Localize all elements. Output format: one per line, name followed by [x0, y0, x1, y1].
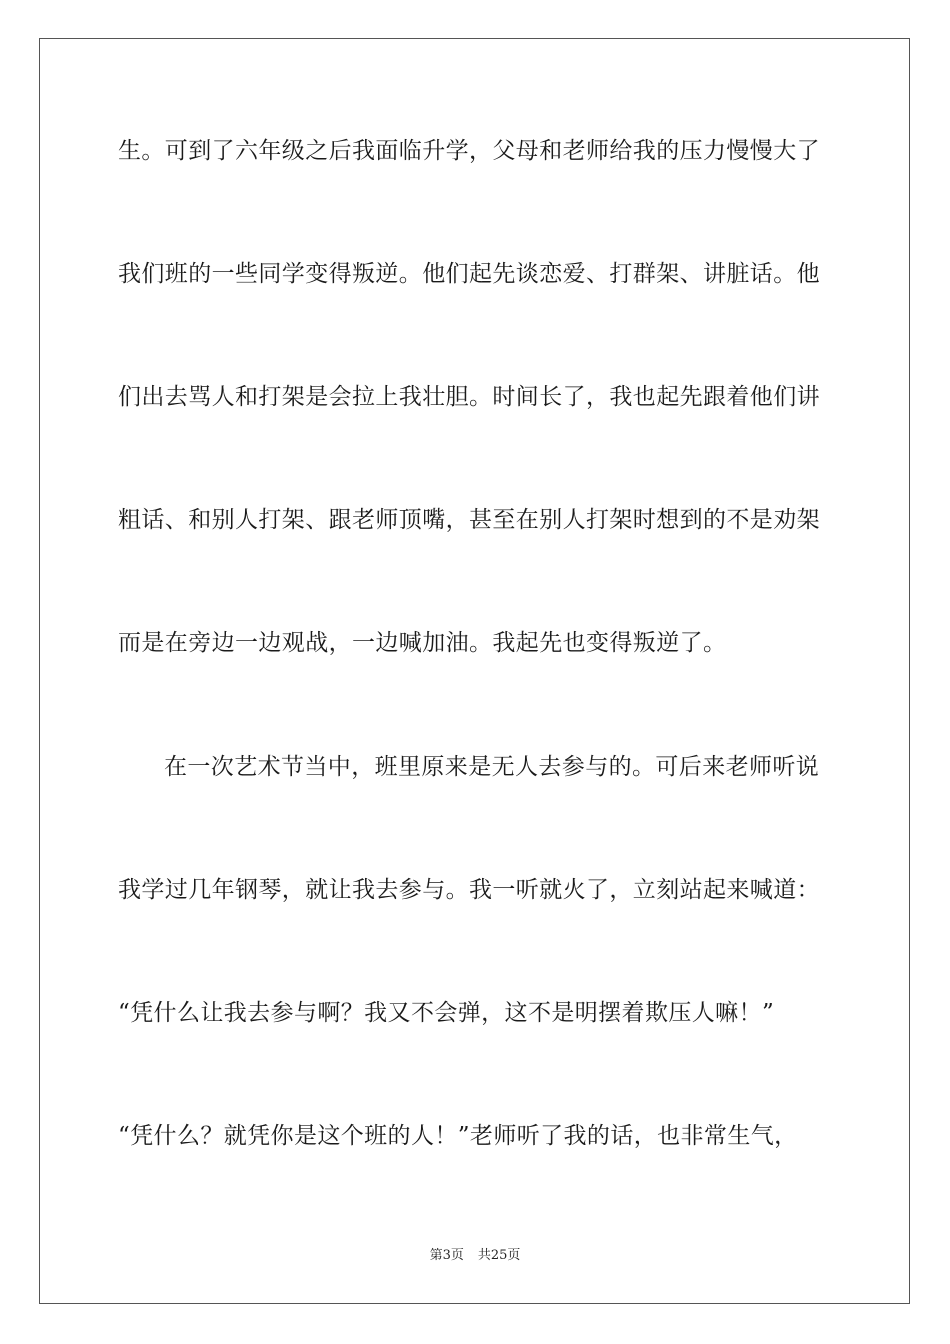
body-line-2: 我们班的一些同学变得叛逆。他们起先谈恋爱、打群架、讲脏话。他: [118, 261, 820, 287]
page-number: 第3页: [429, 1248, 464, 1263]
body-line-6: 在一次艺术节当中，班里原来是无人去参与的。可后来老师听说: [164, 754, 820, 780]
total-pages: 共25页: [477, 1248, 521, 1263]
body-line-1: 生。可到了六年级之后我面临升学，父母和老师给我的压力慢慢大了: [118, 138, 820, 164]
page-border: [39, 38, 910, 1304]
body-line-9: “凭什么？就凭你是这个班的人！”老师听了我的话，也非常生气，: [118, 1123, 798, 1149]
body-line-7: 我学过几年钢琴，就让我去参与。我一听就火了，立刻站起来喊道：: [118, 877, 820, 903]
page-footer: [0, 1247, 950, 1265]
body-line-8: “凭什么让我去参与啊？我又不会弹，这不是明摆着欺压人嘛！”: [118, 1000, 775, 1026]
body-line-4: 粗话、和别人打架、跟老师顶嘴，甚至在别人打架时想到的不是劝架: [118, 507, 820, 533]
body-line-3: 们出去骂人和打架是会拉上我壮胆。时间长了，我也起先跟着他们讲: [118, 384, 820, 410]
body-line-5: 而是在旁边一边观战，一边喊加油。我起先也变得叛逆了。: [118, 630, 727, 656]
